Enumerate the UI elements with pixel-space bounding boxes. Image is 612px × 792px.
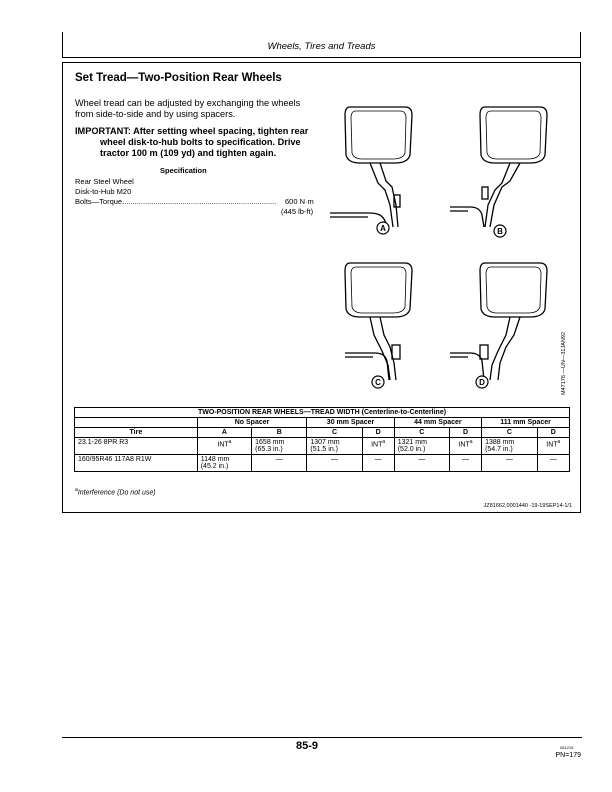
cell-value: INT	[371, 441, 383, 449]
table-group-header: 111 mm Spacer	[482, 418, 570, 428]
value-cell	[537, 438, 569, 455]
section-title: Set Tread—Two-Position Rear Wheels	[75, 72, 282, 84]
value-cell	[307, 455, 362, 472]
table-col-header: D	[362, 428, 394, 438]
table-col-header: C	[307, 428, 362, 438]
tread-width-table	[74, 407, 570, 472]
table-group-blank	[75, 418, 198, 428]
spec-heading: Specification	[160, 166, 207, 175]
cell-value: —	[462, 456, 469, 463]
spec-value: 600 N·m	[285, 197, 314, 206]
cell-footnote-mark: a	[228, 439, 232, 445]
page-pn: PN=179	[555, 752, 581, 759]
spec-label: Bolts—Torque	[75, 197, 123, 206]
value-cell	[394, 455, 449, 472]
value-cell	[252, 455, 307, 472]
intro-paragraph: Wheel tread can be adjusted by exchanging the wheels from side-to-side and by using spacers.	[75, 98, 301, 119]
cell-value: 1388 mm	[485, 439, 515, 446]
cell-value: —	[505, 456, 513, 463]
table-group-header: 30 mm Spacer	[307, 418, 394, 428]
value-cell	[449, 438, 481, 455]
cell-footnote-mark: a	[469, 439, 473, 445]
cell-value: INT	[546, 441, 558, 449]
table-col-header: D	[449, 428, 481, 438]
spec-line-2: Disk-to-Hub M20	[75, 187, 132, 196]
value-cell	[197, 438, 251, 455]
value-cell	[482, 438, 538, 455]
cell-value: INT	[217, 441, 229, 449]
table-body	[75, 438, 570, 472]
value-cell	[482, 455, 538, 472]
table-col-header: D	[537, 428, 569, 438]
important-note	[75, 126, 325, 159]
table-row	[75, 438, 570, 455]
value-cell	[394, 438, 449, 455]
cell-value: 1658 mm	[255, 439, 285, 446]
value-cell	[252, 438, 307, 455]
footnote-mark: a	[75, 487, 78, 493]
figure-code: M47176 —UN—31JAN92	[561, 332, 567, 395]
cell-value: 1321 mm	[397, 439, 427, 446]
spec-line-1: Rear Steel Wheel	[75, 177, 134, 186]
table-footnote	[75, 487, 156, 496]
footer-rule	[62, 737, 582, 738]
wheel-panel-a	[330, 107, 412, 227]
cell-footnote-mark: a	[382, 439, 386, 445]
table-row	[75, 455, 570, 472]
table-group-header: No Spacer	[197, 418, 307, 428]
important-rest: wheel disk-to-hub bolts to specification. Drive tractor 100 m (109 yd) and tighten again.	[100, 137, 301, 158]
important-lead: IMPORTANT: After setting wheel spacing, tighten rear	[75, 126, 309, 136]
value-cell	[307, 438, 362, 455]
spec-value-alt: (445 lb-ft)	[281, 207, 314, 216]
wheel-panel-b	[450, 107, 547, 227]
value-cell	[362, 438, 394, 455]
cell-sub-value: (65.3 in.)	[255, 446, 283, 453]
cell-sub-value: (52.0 in.)	[397, 446, 426, 453]
table-col-header: A	[197, 428, 251, 438]
cell-value: —	[549, 456, 557, 463]
callout-c: C	[375, 378, 381, 387]
value-cell	[537, 455, 569, 472]
footnote-text: Interference (Do not use)	[77, 489, 156, 497]
cell-value: INT	[458, 441, 470, 449]
table-title: TWO-POSITION REAR WHEELS—TREAD WIDTH (Centerline-to-Centerline)	[75, 408, 570, 418]
footer-code: 081215	[560, 745, 574, 750]
wheel-panel-c	[345, 263, 412, 380]
wheel-panel-d	[450, 263, 547, 380]
table-col-header: C	[394, 428, 449, 438]
callout-a: A	[380, 224, 386, 233]
cell-sub-value: (45.2 in.)	[200, 463, 229, 470]
tire-cell: 23.1-26 8PR R3	[75, 438, 198, 455]
table-col-header: Tire	[75, 428, 198, 438]
callout-b: B	[497, 227, 503, 236]
cell-value: 1307 mm	[310, 439, 340, 446]
cell-value: —	[275, 456, 283, 463]
tire-cell: 160/95R46 117A8 R1W	[75, 455, 198, 472]
figure-callouts	[372, 222, 506, 388]
value-cell	[362, 455, 394, 472]
cell-sub-value: (51.5 in.)	[310, 446, 338, 453]
page-number: 85-9	[295, 740, 319, 752]
cell-value: —	[330, 456, 338, 463]
cell-sub-value: (54.7 in.)	[485, 446, 513, 453]
cell-value: —	[374, 456, 382, 463]
table-col-header: B	[252, 428, 307, 438]
running-header: Wheels, Tires and Treads	[267, 41, 376, 52]
wheel-tread-figure	[330, 95, 570, 395]
header-rule	[62, 57, 581, 58]
callout-d: D	[479, 378, 485, 387]
spec-leader-dots: ..........................................................................	[122, 197, 277, 206]
value-cell	[449, 455, 481, 472]
cell-value: —	[418, 456, 426, 463]
cell-value: 1148 mm	[200, 456, 230, 463]
table-col-header: C	[482, 428, 538, 438]
cell-footnote-mark: a	[557, 439, 561, 445]
table-group-header: 44 mm Spacer	[394, 418, 481, 428]
value-cell	[197, 455, 251, 472]
document-id: JZ81662,0001440 -19-19SEP14-1/1	[483, 503, 572, 509]
